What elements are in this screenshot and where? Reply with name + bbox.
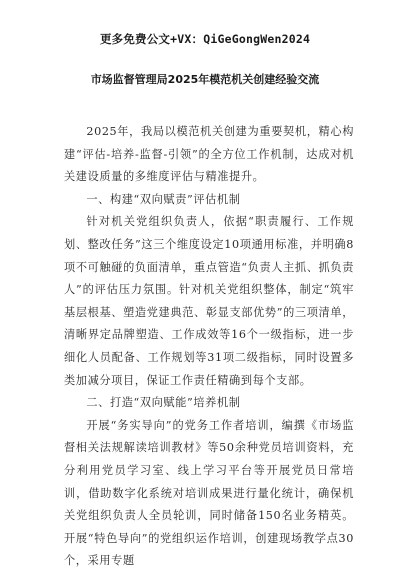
section-heading-1: 一、构建“双向赋责”评估机制 [86,192,241,206]
paragraph-section-2: 开展“务实导向”的党务工作者培训，编撰《市场监督相关法规解读培训教材》等50余种党员培训资料，充分利用党员学习室、线上学习平台等开展党员日常培训，借助数字化系统对培训成果进行量化统计，确保机关党组织负责人全员轮训，同时储备150名业务精英。开展“特色导向”的党组织运作培训，创建现场教学点30个，采用专题 [64,418,354,568]
watermark-text: 更多免费公文+VX：QiGeGongWen2024 [99,32,311,46]
document-body [64,121,354,573]
paragraph-intro: 2025年，我局以模范机关创建为重要契机，精心构建“评估-培养-监督-引领”的全方位工作机制，达成对机关建设质量的多维度评估与精准提升。 [64,125,354,184]
document-title: 市场监督管理局2025年模范机关创建经验交流 [90,73,320,86]
paragraph-section-1: 针对机关党组织负责人，依据“职责履行、工作规划、整改任务”这三个维度设定10项通用标准，并明确8项不可触碰的负面清单，重点管造“负责人主抓、抓负责人”的评估压力氛围。针对机关党组织整体，制定“筑牢基层根基、塑造党建典范、彰显支部优势”的三项清单，清晰界定品牌塑造、工作成效等16个一级指标，进一步细化人员配备、工作规划等31项二级指标，同时设置多类加减分项目，保证工作责任精确到每个支部。 [64,215,354,387]
section-heading-2: 二、打造“双向赋能”培养机制 [86,396,241,410]
